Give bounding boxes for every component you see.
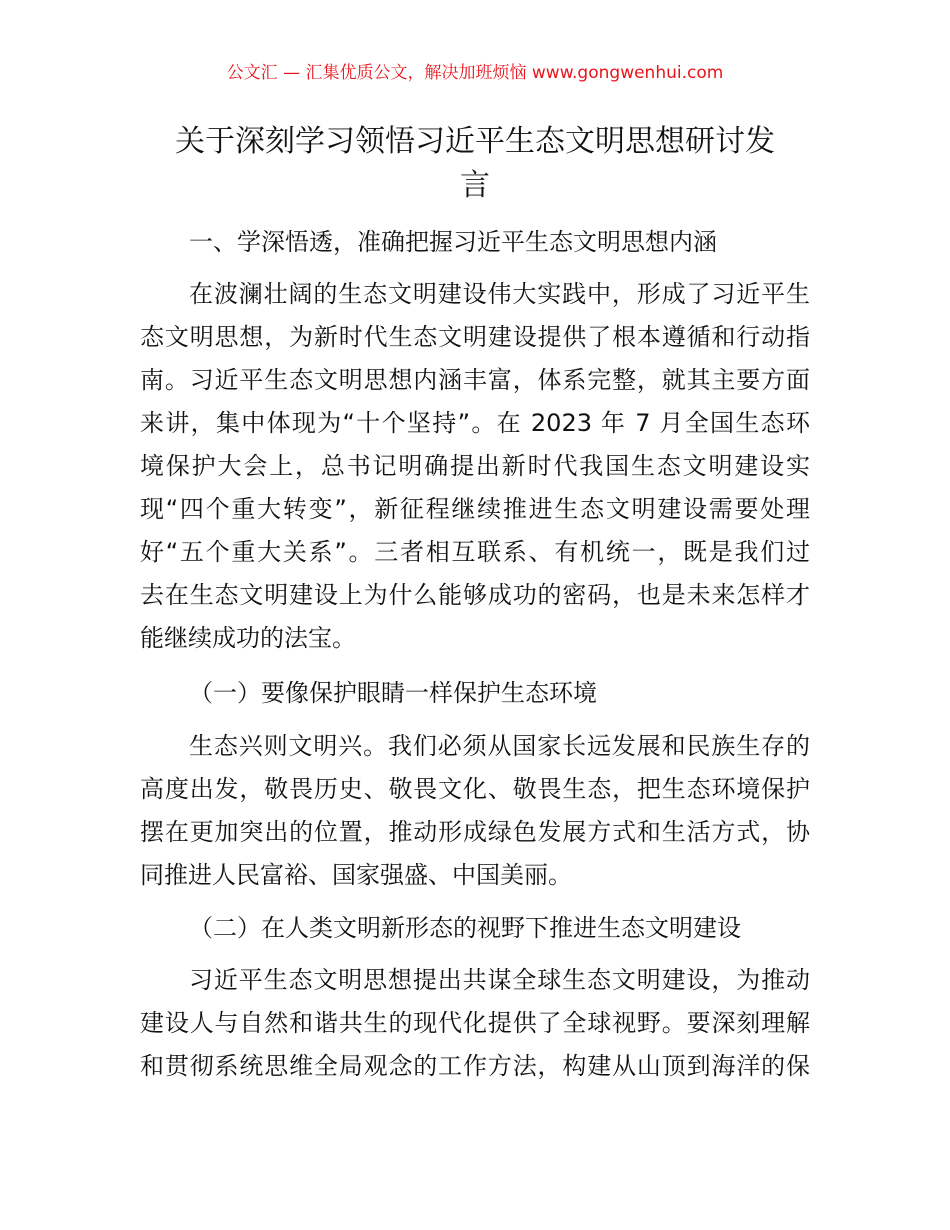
paragraph-line: 摆在更加突出的位置，推动形成绿色发展方式和生活方式，协 — [140, 818, 810, 846]
paragraph-line: 建设人与自然和谐共生的现代化提供了全球视野。要深刻理解 — [140, 1009, 810, 1037]
document-title-line-2: 言 — [460, 168, 490, 203]
paragraph-line: 能继续成功的法宝。 — [140, 624, 356, 652]
paragraph-line: 高度出发，敬畏历史、敬畏文化、敬畏生态，把生态环境保护 — [140, 775, 810, 803]
paragraph-line: 同推进人民富裕、国家强盛、中国美丽。 — [140, 861, 572, 889]
section-heading: （二）在人类文明新形态的视野下推进生态文明建设 — [189, 914, 741, 942]
paragraph-line: 现“四个重大转变”，新征程继续推进生态文明建设需要处理 — [140, 495, 810, 523]
paragraph-line: 态文明思想，为新时代生态文明建设提供了根本遵循和行动指 — [140, 323, 810, 351]
paragraph-line: 在波澜壮阔的生态文明建设伟大实践中，形成了习近平生 — [189, 280, 810, 308]
paragraph-line: 生态兴则文明兴。我们必须从国家长远发展和民族生存的 — [189, 732, 810, 760]
paragraph-line: 南。习近平生态文明思想内涵丰富，体系完整，就其主要方面 — [140, 366, 810, 394]
section-heading: 一、学深悟透，准确把握习近平生态文明思想内涵 — [189, 228, 717, 256]
paragraph-line: 来讲，集中体现为“十个坚持”。在 2023 年 7 月全国生态环 — [140, 409, 810, 437]
paragraph-line: 境保护大会上，总书记明确提出新时代我国生态文明建设实 — [140, 452, 810, 480]
paragraph-line: 和贯彻系统思维全局观念的工作方法，构建从山顶到海洋的保 — [140, 1052, 810, 1080]
section-heading: （一）要像保护眼睛一样保护生态环境 — [189, 679, 597, 707]
paragraph-line: 去在生态文明建设上为什么能够成功的密码，也是未来怎样才 — [140, 581, 810, 609]
site-header-banner: 公文汇 — 汇集优质公文，解决加班烦恼 www.gongwenhui.com — [226, 63, 724, 83]
paragraph-line: 习近平生态文明思想提出共谋全球生态文明建设，为推动 — [189, 966, 810, 994]
paragraph-line: 好“五个重大关系”。三者相互联系、有机统一，既是我们过 — [140, 538, 810, 566]
document-title-line-1: 关于深刻学习领悟习近平生态文明思想研讨发 — [175, 124, 775, 159]
